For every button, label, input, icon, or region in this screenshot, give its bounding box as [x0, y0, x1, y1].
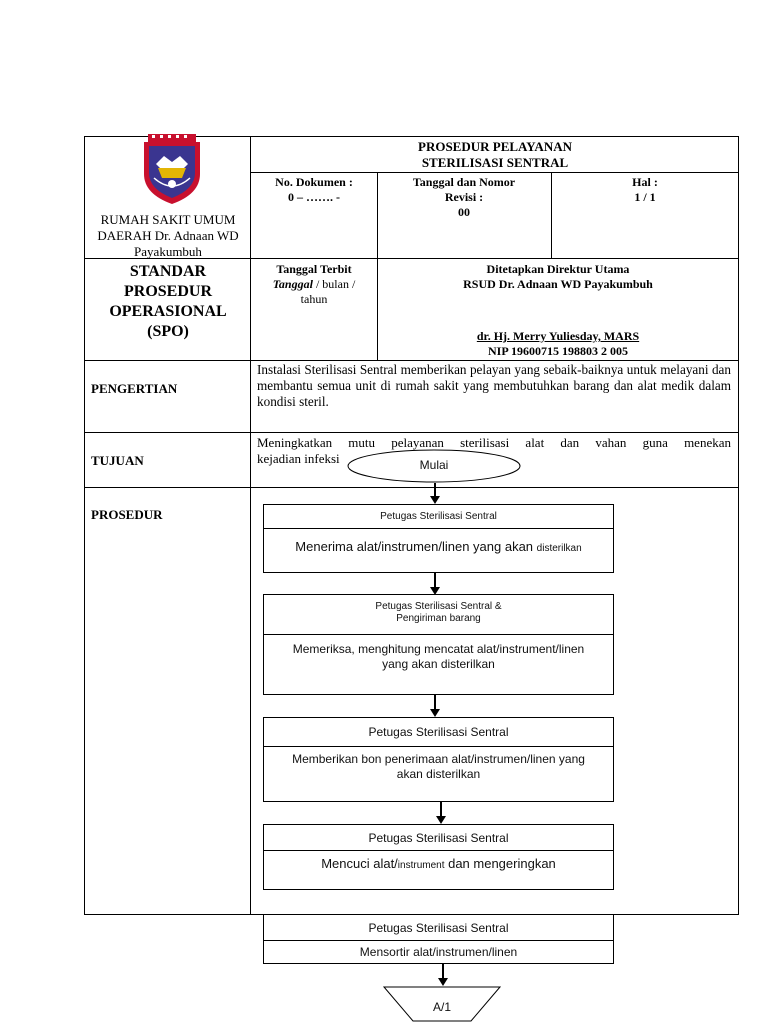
director-signature [378, 329, 738, 359]
prosedur-label: PROSEDUR [91, 507, 163, 522]
spo-bottom-border [84, 360, 739, 361]
offpage-connector [383, 986, 501, 1022]
director-name: dr. Hj. Merry Yuliesday, MARS [476, 329, 640, 343]
issued-date-rest: / bulan / [312, 277, 356, 291]
pengertian-label: PENGERTIAN [91, 381, 178, 396]
step-2-actor: Petugas Sterilisasi Sentral & Pengiriman barang [375, 601, 502, 624]
flow-step-1 [263, 504, 614, 573]
hospital-name: RUMAH SAKIT UMUM DAERAH Dr. Adnaan WD Payakumbuh [97, 212, 239, 259]
hospital-logo [140, 134, 204, 206]
step-5-divider [264, 940, 613, 941]
label-column-divider [250, 136, 251, 915]
doc-number-cell: No. Dokumen : 0 – ……. - [275, 175, 353, 204]
arrow-step5-to-connector [437, 964, 449, 986]
tujuan-label: TUJUAN [91, 453, 144, 468]
pengertian-text: Instalasi Sterilisasi Sentral memberikan pelayan yang sebaik-baiknya untuk melayani dan membantu semua unit di rumah sakit yang membutuhkan barang dan alat medik dalam kondisi steril. [257, 362, 731, 409]
table-right-border [738, 136, 739, 915]
arrow-step1-to-step2 [429, 573, 441, 595]
tujuan-bottom-border [84, 487, 739, 488]
document-title: PROSEDUR PELAYANAN STERILISASI SENTRAL [418, 139, 572, 170]
step-1-divider [264, 528, 613, 529]
connector-label: A/1 [432, 1000, 451, 1014]
step-2-divider [264, 634, 613, 635]
pengertian-bottom-border [84, 432, 739, 433]
flow-step-4 [263, 824, 614, 890]
step-4-action: Mencuci alat/instrument dan mengeringkan [321, 856, 556, 871]
step-3-divider [264, 746, 613, 747]
director-nip: NIP 19600715 198803 2 005 [487, 344, 628, 358]
issued-date-year: tahun [300, 292, 328, 306]
arrow-step3-to-step4 [435, 802, 447, 824]
step-5-actor: Petugas Sterilisasi Sentral [368, 921, 509, 935]
spo-label: STANDAR PROSEDUR OPERASIONAL (SPO) [109, 263, 227, 340]
start-terminator [347, 449, 521, 483]
flow-step-2 [263, 594, 614, 695]
table-left-border [84, 136, 85, 915]
title-bottom-border [250, 172, 739, 173]
issued-date-cell [252, 262, 376, 307]
step-4-divider [264, 850, 613, 851]
step-1-actor: Petugas Sterilisasi Sentral [380, 511, 497, 522]
step-5-action: Mensortir alat/instrumen/linen [359, 945, 518, 959]
revision-cell: Tanggal dan Nomor Revisi : 00 [412, 175, 516, 219]
step-2-action: Memeriksa, menghitung mencatat alat/instrument/linen yang akan disterilkan [292, 642, 585, 671]
issued-date-label: Tanggal Terbit [276, 262, 352, 276]
step-4-actor: Petugas Sterilisasi Sentral [368, 831, 509, 845]
start-label: Mulai [419, 458, 449, 472]
arrow-start-to-step1 [429, 483, 441, 504]
arrow-step2-to-step3 [429, 695, 441, 717]
step-3-action: Memberikan bon penerimaan alat/instrumen/linen yang akan disterilkan [292, 752, 585, 781]
page-cell: Hal : 1 / 1 [632, 175, 658, 204]
flow-step-5 [263, 914, 614, 964]
issued-date-italic: Tanggal [272, 277, 313, 291]
step-1-action: Menerima alat/instrumen/linen yang akan disterilkan [295, 539, 582, 554]
director-cell: Ditetapkan Direktur Utama RSUD Dr. Adnaan WD Payakumbuh [463, 262, 653, 291]
tujuan-line-1: Meningkatkan mutu pelayanan sterilisasi alat dan vahan guna menekan [257, 435, 731, 450]
tujuan-line-2: kejadian infeksi [257, 451, 340, 466]
step-3-actor: Petugas Sterilisasi Sentral [368, 725, 509, 739]
flow-step-3 [263, 717, 614, 802]
